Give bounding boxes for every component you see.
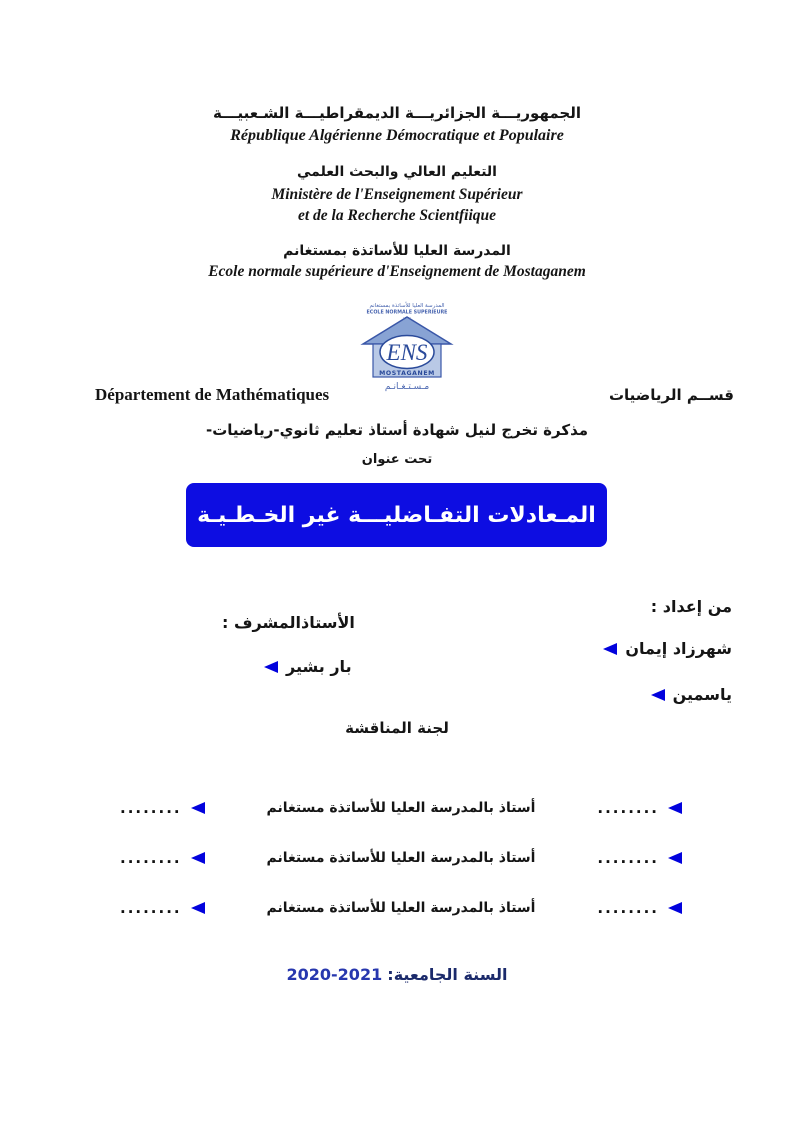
- department-row: [95, 385, 734, 405]
- dots-placeholder: ........: [597, 849, 659, 867]
- bullet-triangle-icon: [191, 902, 205, 914]
- committee-member-placeholder: [120, 849, 205, 867]
- dots-placeholder: ........: [120, 799, 182, 817]
- ministry-title-french-line1: Ministère de l'Enseignement Supérieur: [271, 186, 523, 203]
- memoir-type-line: مذكرة تخرج لنيل شهادة أستاذ تعليم ثانوي-رياضيات-: [205, 421, 589, 439]
- bullet-triangle-icon: [191, 852, 205, 864]
- thesis-title: المـعادلات التفـاضليـــة غير الخـطـيـة: [197, 502, 596, 528]
- author-item: [651, 685, 732, 704]
- bullet-triangle-icon: [668, 902, 682, 914]
- committee-row: [120, 849, 682, 867]
- ministry-title-french-line2: et de la Recherche Scientfiique: [297, 207, 497, 225]
- supervisor-item: [264, 657, 352, 676]
- dots-placeholder: ........: [120, 899, 182, 917]
- school-title-arabic: المدرسة العليا للأساتذة بمستغانم: [283, 242, 511, 259]
- academic-year-line: [0, 965, 794, 984]
- header-block: [0, 104, 794, 281]
- bullet-triangle-icon: [668, 802, 682, 814]
- logo-school-name-arabic: المدرسة العليا للأساتذة بمستغانم: [369, 303, 445, 309]
- title-banner: [186, 483, 607, 547]
- author-item: [603, 639, 732, 658]
- bullet-triangle-icon: [651, 689, 665, 701]
- bullet-triangle-icon: [668, 852, 682, 864]
- bullet-triangle-icon: [191, 802, 205, 814]
- dots-placeholder: ........: [120, 849, 182, 867]
- committee-row: [120, 799, 682, 817]
- committee-role: أستاذ بالمدرسة العليا للأساتذة مستغانم: [266, 800, 536, 816]
- ministry-title-arabic: التعليم العالي والبحث العلمي: [297, 164, 497, 180]
- bullet-triangle-icon: [603, 643, 617, 655]
- committee-heading: لجنة المناقشة: [345, 719, 449, 737]
- authors-heading: من إعداد :: [650, 597, 732, 616]
- logo-school-name-french: ECOLE NORMALE SUPERIEURE: [366, 310, 448, 316]
- logo-city-latin: MOSTAGANEM: [379, 370, 435, 377]
- republic-title-arabic: الجمهوريـــة الجزائريـــة الديمقراطيـــة الشـعبيـــة: [213, 104, 581, 122]
- supervisor-name: بار بشير: [286, 657, 352, 676]
- committee-row: [120, 899, 682, 917]
- logo-city-arabic: مـسـتـغـانـم: [384, 382, 430, 392]
- committee-member-placeholder: [597, 849, 682, 867]
- author-name: شهرزاد إيمان: [625, 639, 732, 658]
- committee-member-placeholder: [120, 799, 205, 817]
- academic-year-value: 2021-2020: [286, 965, 383, 984]
- dots-placeholder: ........: [597, 799, 659, 817]
- committee-member-placeholder: [597, 799, 682, 817]
- dots-placeholder: ........: [597, 899, 659, 917]
- logo-acronym: ENS: [386, 340, 428, 365]
- committee-role: أستاذ بالمدرسة العليا للأساتذة مستغانم: [266, 850, 536, 866]
- republic-title-french: République Algérienne Démocratique et Populaire: [230, 127, 564, 144]
- school-title-french: Ecole normale supérieure d'Enseignement de Mostaganem: [208, 262, 586, 280]
- department-french: Département de Mathématiques: [95, 385, 330, 404]
- committee-role: أستاذ بالمدرسة العليا للأساتذة مستغانم: [266, 900, 536, 916]
- academic-year-label: السنة الجامعية:: [387, 965, 508, 984]
- author-name: ياسمين: [672, 685, 732, 704]
- bullet-triangle-icon: [264, 661, 278, 673]
- committee-member-placeholder: [597, 899, 682, 917]
- committee-member-placeholder: [120, 899, 205, 917]
- department-arabic: قســم الرياضيات: [608, 386, 734, 404]
- under-title-line: تحت عنوان: [361, 452, 433, 467]
- supervisor-heading: الأستاذالمشرف :: [222, 613, 355, 632]
